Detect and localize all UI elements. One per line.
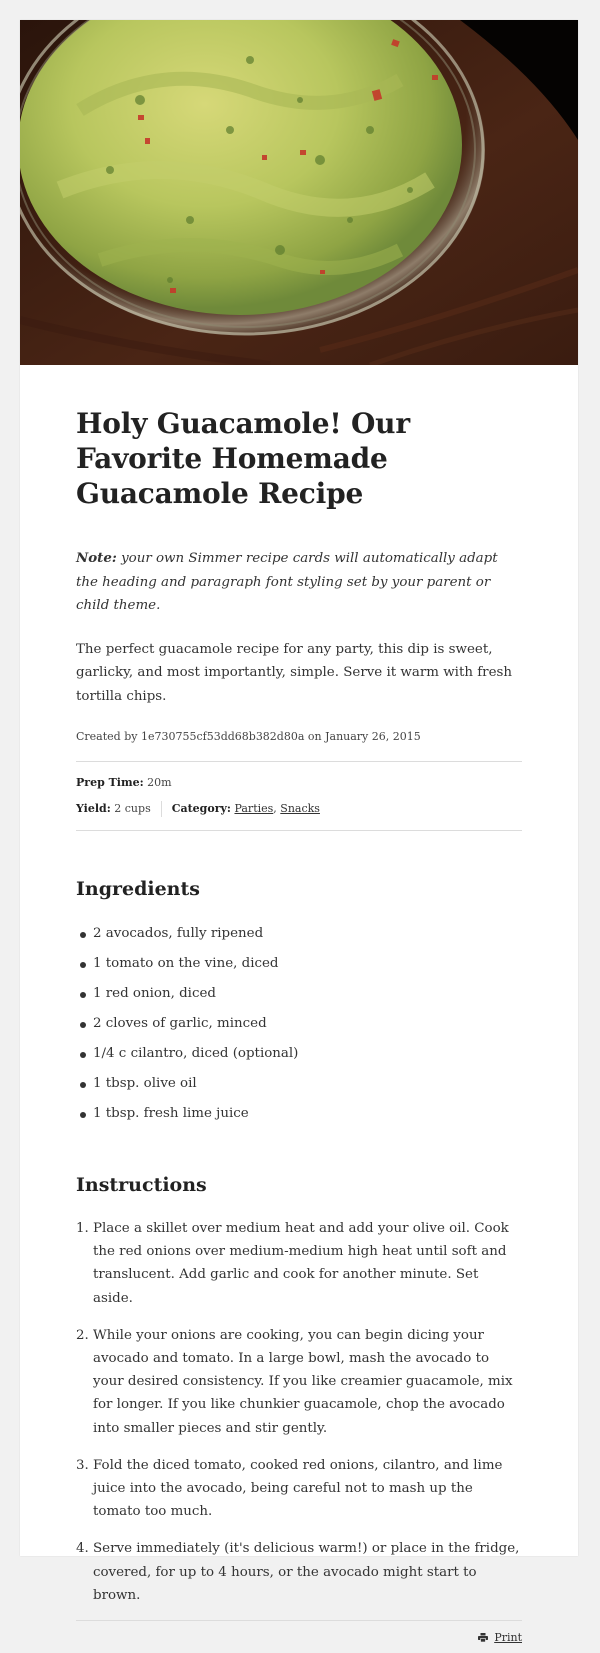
ingredients-heading: Ingredients: [76, 878, 200, 900]
instruction-step: [76, 1324, 522, 1440]
instructions-heading: Instructions: [76, 1174, 207, 1196]
step-number: 3.: [76, 1457, 89, 1473]
ingredients-list: [76, 919, 522, 1129]
step-number: 4.: [76, 1541, 89, 1557]
yield-label: Yield:: [76, 802, 111, 815]
ingredient-item: 1/4 c cilantro, diced (optional): [76, 1039, 522, 1069]
ingredient-item: 1 red onion, diced: [76, 979, 522, 1009]
category-separator: ,: [273, 802, 281, 815]
prep-time-label: Prep Time:: [76, 776, 144, 789]
guacamole-photo: [20, 20, 578, 365]
note-label: Note:: [76, 550, 117, 566]
step-text: Serve immediately (it's delicious warm!) or place in the fridge, covered, for up to 4 hours, or the avocado might start to brown.: [93, 1541, 520, 1603]
print-button[interactable]: [478, 1631, 522, 1644]
ingredient-item: 2 cloves of garlic, minced: [76, 1009, 522, 1039]
meta-divider: [161, 801, 162, 817]
recipe-note: [76, 547, 522, 618]
step-number: 2.: [76, 1327, 89, 1343]
instruction-step: [76, 1537, 522, 1607]
ingredient-item: 1 tbsp. olive oil: [76, 1069, 522, 1099]
yield-category-row: [76, 796, 522, 822]
category-link-parties[interactable]: Parties: [234, 802, 274, 815]
instruction-step: [76, 1454, 522, 1524]
recipe-meta: [76, 761, 522, 831]
step-number: 1.: [76, 1221, 89, 1236]
ingredient-item: 1 tbsp. fresh lime juice: [76, 1099, 522, 1129]
category-label: Category:: [171, 802, 231, 815]
ingredient-item: 2 avocados, fully ripened: [76, 919, 522, 949]
category-link-snacks[interactable]: Snacks: [280, 802, 320, 815]
recipe-created-by: Created by 1e730755cf53dd68b382d80a on January 26, 2015: [76, 730, 421, 743]
instructions-list: [76, 1217, 522, 1607]
printer-icon: [478, 1633, 488, 1642]
ingredient-item: 1 tomato on the vine, diced: [76, 949, 522, 979]
recipe-footer: [76, 1620, 522, 1653]
step-text: Fold the diced tomato, cooked red onions, cilantro, and lime juice into the avocado, being careful not to mash up the tomato too much.: [93, 1457, 503, 1520]
instruction-step: [76, 1217, 522, 1310]
recipe-content: [76, 365, 522, 1653]
prep-time-value: 20m: [147, 776, 172, 789]
prep-time-row: [76, 770, 522, 796]
step-text: While your onions are cooking, you can begin dicing your avocado and tomato. In a large bowl, mash the avocado to your desired consistency. If you like creamier guacamole, mix for longer. If you like chunkier guacamole, chop the avocado into smaller pieces and stir gently.: [93, 1327, 513, 1436]
step-text: Place a skillet over medium heat and add your olive oil. Cook the red onions over medium-medium high heat until soft and translucent. Add garlic and cook for another minute. Set aside.: [93, 1221, 509, 1306]
note-text: your own Simmer recipe cards will automatically adapt the heading and paragraph font styling set by your parent or child theme.: [76, 551, 498, 613]
recipe-card: [20, 20, 578, 1645]
print-label: Print: [494, 1631, 522, 1645]
recipe-intro: The perfect guacamole recipe for any party, this dip is sweet, garlicky, and most importantly, simple. Serve it warm with fresh tortilla chips.: [76, 641, 512, 704]
recipe-title: Holy Guacamole! Our Favorite Homemade Guacamole Recipe: [76, 407, 410, 510]
yield-value: 2 cups: [114, 802, 151, 815]
